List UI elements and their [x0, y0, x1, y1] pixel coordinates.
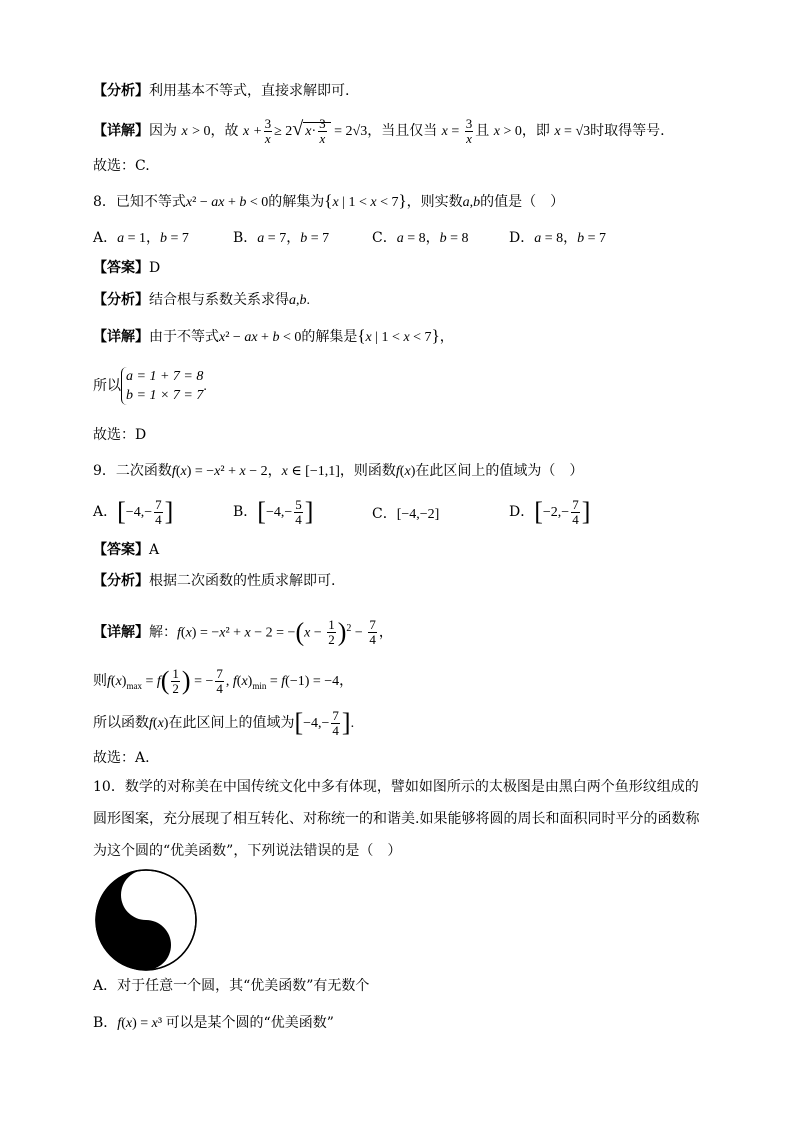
q9-analysis: 【分析】根据二次函数的性质求解即可. — [93, 573, 336, 589]
q7-detail: 【详解】因为 x > 0，故 x + $\frac{3}{x}$ ≥ 2√ x· $\frac{3}{x}$ = 2√3，当且仅当 x = $\frac{3}{x}$ 且 x > 0，即 x = √3时取得等号. — [93, 115, 665, 146]
q8-answer: 【答案】D — [93, 260, 161, 276]
q9-choice: 故选：A. — [93, 750, 150, 766]
q7-analysis: 【分析】利用基本不等式，直接求解即可. — [93, 83, 350, 99]
q8-choice: 故选：D — [93, 427, 147, 443]
q8-stem: 8．已知不等式x² − ax + b < 0的解集为{x | 1 < x < 7}，则实数a,b的值是（ ） — [93, 191, 565, 210]
q9-stem: 9．二次函数f(x) = −x² + x − 2，x ∈ [−1,1]，则函数f(x)在此区间上的值域为（ ） — [93, 463, 584, 479]
q9-option-b: B．[−4,− $\frac{5}{4}$ ] — [233, 496, 314, 527]
q9-range: 所以函数f(x)在此区间上的值域为[−4,− $\frac{7}{4}$ ]. — [93, 707, 355, 738]
q8-analysis: 【分析】结合根与系数关系求得a,b. — [93, 292, 310, 308]
q10-stem-line-2: 圆形图案，充分展现了相互转化、对称统一的和谐美.如果能够将圆的周长和面积同时平分的函数称 — [93, 811, 700, 827]
q9-detail: 【详解】解：f(x) = −x² + x − 2 = −(x − $\frac{1}{2}$ )$^2$ − $\frac{7}{4}$ ， — [93, 617, 393, 648]
taiji-yin-yang-figure — [94, 868, 198, 972]
q9-option-d: D．[−2,− $\frac{7}{4}$ ] — [509, 496, 591, 527]
q8-detail: 【详解】由于不等式x² − ax + b < 0的解集是{x | 1 < x < 7}， — [93, 326, 454, 345]
q8-system: 所以 a = 1 + 7 = 8 b = 1 × 7 = 7 . — [93, 369, 207, 403]
q9-option-c: C．[−4,−2] — [372, 506, 440, 522]
q8-option-c: C．a = 8，b = 8 — [372, 230, 469, 246]
q10-option-b: B．f(x) = x³ 可以是某个圆的“优美函数” — [93, 1015, 334, 1031]
q8-option-d: D．a = 8，b = 7 — [509, 230, 607, 246]
q7-choice: 故选：C. — [93, 158, 150, 174]
q9-option-a: A．[−4,− $\frac{7}{4}$ ] — [93, 496, 174, 527]
q8-option-a: A．a = 1，b = 7 — [93, 230, 189, 246]
q9-extrema: 则$f(x)_{max} = f$( $\frac{1}{2}$ ) = − $\frac{7}{4}$ , $f(x)_{min} = f(-1) = -4$， — [93, 665, 354, 696]
q10-stem-line-3: 为这个圆的“优美函数”，下列说法错误的是（ ） — [93, 843, 402, 859]
q10-option-a: A．对于任意一个圆，其“优美函数”有无数个 — [93, 978, 370, 994]
q9-answer: 【答案】A — [93, 542, 160, 558]
q8-option-b: B．a = 7，b = 7 — [233, 230, 330, 246]
q10-stem-line-1: 10．数学的对称美在中国传统文化中多有体现，譬如如图所示的太极图是由黑白两个鱼形纹组成的 — [93, 779, 699, 795]
